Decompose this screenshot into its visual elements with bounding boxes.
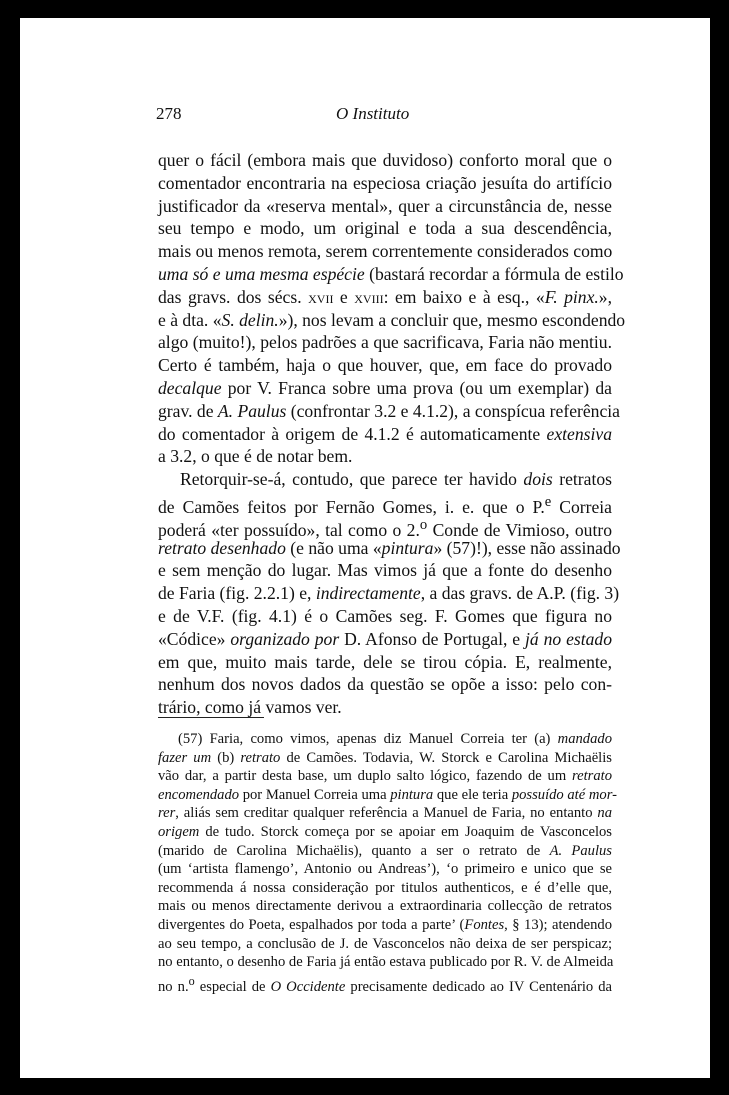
body-line: nenhum dos novos dados da questão se opõe a isso: pelo con- <box>158 674 612 695</box>
body-line: do comentador à origem de 4.1.2 é automaticamente extensiva <box>158 423 612 444</box>
footnote-separator <box>158 717 264 718</box>
body-line: em que, muito mais tarde, dele se tirou cópia. E, realmente, <box>158 651 612 672</box>
body-line: justificador da «reserva mental», quer a circunstância de, nesse <box>158 195 612 216</box>
body-line: e de V.F. (fig. 4.1) é o Camões seg. F. Gomes que figura no <box>158 605 612 626</box>
body-line: comentador encontraria na especiosa criação jesuíta do artifício <box>158 172 612 193</box>
body-line: e sem menção do lugar. Mas vimos já que a fonte do desenho <box>158 560 612 581</box>
body-line: Certo é também, haja o que houver, que, em face do provado <box>158 355 612 376</box>
body-line: das gravs. dos sécs. xvii e xviii: em baixo e à esq., «F. pinx.», <box>158 286 612 307</box>
page-number: 278 <box>156 104 182 123</box>
body-line: a 3.2, o que é de notar bem. <box>158 446 353 467</box>
body-line: e à dta. «S. delin.»), nos levam a concluir que, mesmo escondendo <box>158 309 626 330</box>
body-line: de Faria (fig. 2.2.1) e, indirectamente, a das gravs. de A.P. (fig. 3) <box>158 583 620 604</box>
body-line: retrato desenhado (e não uma «pintura» (57)!), esse não assinado <box>158 537 621 558</box>
footnote-line: fazer um (b) retrato de Camões. Todavia, W. Storck e Carolina Michaëlis <box>158 749 612 766</box>
body-line: seu tempo e modo, um original e toda a sua descendência, <box>158 218 612 239</box>
body-line: trário, como já vamos ver. <box>158 697 342 718</box>
body-line: decalque por V. Franca sobre uma prova (ou um exemplar) da <box>158 377 612 398</box>
body-text <box>158 149 626 719</box>
footnote-line: vão dar, a partir desta base, um duplo salto lógico, fazendo de um retrato <box>158 768 612 785</box>
footnote-line: recommenda á nossa consideração por titulos authenticos, e é d’elle que, <box>158 879 612 896</box>
body-line: mais ou menos remota, serem correntemente considerados como <box>158 241 613 262</box>
footnote-line: no entanto, o desenho de Faria já então estava publicado por R. V. de Almeida <box>158 954 614 971</box>
body-line: Retorquir-se-á, contudo, que parece ter havido dois retratos <box>180 469 612 490</box>
body-line: quer o fácil (embora mais que duvidoso) conforto moral que o <box>158 150 612 170</box>
page-header <box>156 104 612 128</box>
body-line: algo (muito!), pelos padrões a que sacrificava, Faria não mentiu. <box>158 332 612 353</box>
body-line: uma só e uma mesma espécie (bastará recordar a fórmula de estilo <box>158 263 624 284</box>
body-line: «Códice» organizado por D. Afonso de Portugal, e já no estado <box>158 628 613 649</box>
footnote-line: ao seu tempo, a conclusão de J. de Vasconcelos não deixa de ser perspicaz; <box>158 935 612 952</box>
footnote-line: (um ‘artista flamengo’, Antonio ou Andreas’), ‘o primeiro e unico que se <box>158 861 612 878</box>
running-title: O Instituto <box>336 104 410 123</box>
footnote-line: origem de tudo. Storck começa por se apoiar em Joaquim de Vasconcelos <box>158 823 612 840</box>
footnote-line: mais ou menos directamente derivou a extraordinaria collecção de retratos <box>158 898 612 915</box>
book-page <box>20 18 710 1078</box>
body-line: poderá «ter possuído», tal como o 2.$^o$ Conde de Vimioso, outro <box>158 516 612 540</box>
body-line: de Camões feitos por Fernão Gomes, i. e. que o P.$^e$ Correia <box>158 493 612 517</box>
footnote-line: (57) Faria, como vimos, apenas diz Manuel Correia ter (a) mandado <box>178 731 612 747</box>
footnote-line: no n.$^o$ especial de O Occidente precisamente dedicado ao IV Centenário da <box>158 973 613 995</box>
footnote-line: rer, aliás sem creditar qualquer referência a Manuel de Faria, no entanto na <box>158 805 612 822</box>
footnote-line: divergentes do Poeta, espalhados por toda a parte’ (Fontes, § 13); atendendo <box>158 916 613 933</box>
footnote-line: encomendado por Manuel Correia uma pintura que ele teria possuído até mor- <box>158 786 617 803</box>
footnote-line: (marido de Carolina Michaëlis), quanto a ser o retrato de A. Paulus <box>158 842 612 859</box>
body-line: grav. de A. Paulus (confrontar 3.2 e 4.1.2), a conspícua referência <box>158 400 620 421</box>
footnote <box>158 730 617 995</box>
